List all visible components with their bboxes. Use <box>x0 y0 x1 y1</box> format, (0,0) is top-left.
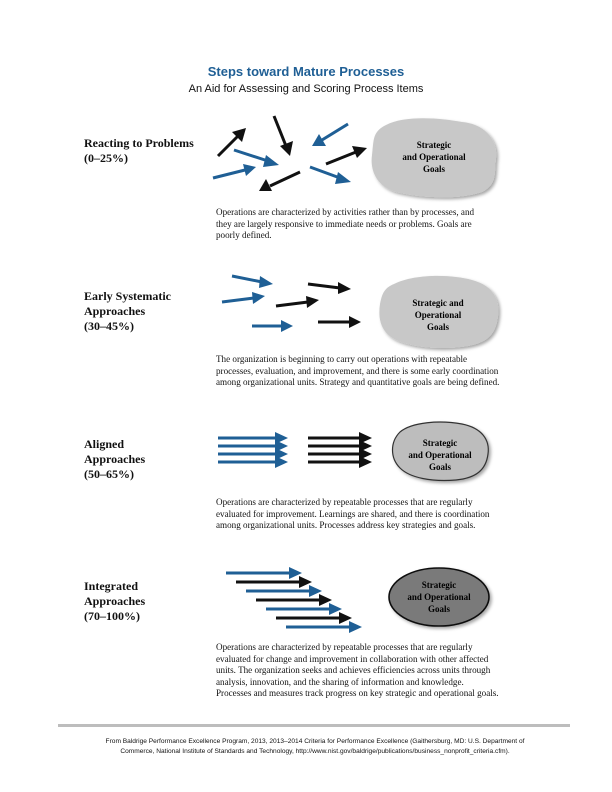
stage-2-desc-line: among organizational units. Strategy and quantitative goals are being defined. <box>216 377 500 388</box>
stage-2-goal-cloud <box>379 276 498 348</box>
source-citation <box>60 737 570 757</box>
arrow <box>286 621 362 633</box>
stage-2-label-line: (30–45%) <box>84 319 134 333</box>
stage-1-arrows <box>213 116 367 191</box>
stage-1-desc-line: Operations are characterized by activities rather than by processes, and <box>216 207 475 217</box>
stage-2-label-line: Approaches <box>84 304 146 318</box>
page-title: Steps toward Mature Processes <box>207 64 405 79</box>
arrow <box>232 276 273 288</box>
goal-label-line: Strategic <box>422 438 458 448</box>
stage-4-desc-line: units. The organization seeks and achieves efficiencies across units through <box>216 665 491 676</box>
stage-3-label-line: (50–65%) <box>84 467 134 481</box>
stage-4-label-line: Integrated <box>84 579 138 593</box>
stage-3-label-line: Approaches <box>84 452 146 466</box>
arrow <box>218 456 288 468</box>
arrow <box>222 292 265 304</box>
goal-label-line: Goals <box>428 462 452 472</box>
arrow <box>310 167 351 184</box>
stage-1-label-line: Reacting to Problems <box>84 136 194 150</box>
stage-1-desc-line: they are largely responsive to immediate needs or problems. Goals are <box>216 218 472 229</box>
arrow <box>259 172 300 191</box>
stage-4-label-line: (70–100%) <box>84 609 140 623</box>
goal-label-line: Operational <box>414 310 462 320</box>
stage-4-desc-line: analysis, innovation, and the sharing of information and knowledge. <box>216 676 464 687</box>
stage-3-desc-line: Operations are characterized by repeatable processes that are regularly <box>216 497 473 507</box>
footer-divider <box>58 724 570 727</box>
arrow <box>213 164 256 178</box>
arrow <box>326 146 367 164</box>
goal-label-line: and Operational <box>407 592 471 602</box>
stage-3-desc-line: evaluated for improvement. Learnings are shared, and there is coordination <box>216 508 490 519</box>
footer-line: From Baldrige Performance Excellence Program, 2013, 2013–2014 Criteria for Performance Excellence (Gaithersburg, MD: U.S. Department of <box>105 738 525 745</box>
arrow <box>274 116 293 156</box>
stage-2-desc-line: The organization is beginning to carry out operations with repeatable <box>216 354 468 364</box>
goal-label-line: Strategic <box>416 140 452 150</box>
arrow <box>246 585 322 597</box>
stage-1-desc-line: poorly defined. <box>216 230 272 241</box>
stage-4-desc-line: Operations are characterized by repeatable processes that are regularly <box>216 642 473 652</box>
arrow <box>312 124 348 146</box>
goal-label-line: Goals <box>426 322 450 332</box>
goal-label-line: and Operational <box>402 152 466 162</box>
stage-4-goal-cloud <box>389 568 489 626</box>
arrow <box>236 576 312 588</box>
arrow <box>226 567 302 579</box>
goal-label-line: and Operational <box>408 450 472 460</box>
page-subtitle: An Aid for Assessing and Scoring Process Items <box>188 83 424 95</box>
stage-4-label-line: Approaches <box>84 594 146 608</box>
stage-3-arrows <box>218 432 372 468</box>
stage-3-desc-line: among organizational units. Processes address key strategies and goals. <box>216 520 476 531</box>
arrow <box>308 456 372 468</box>
arrow <box>234 150 279 167</box>
goal-label-line: Strategic <box>421 580 457 590</box>
stage-2-desc-line: processes, evaluation, and improvement, and there is some early coordination <box>216 365 499 376</box>
goal-label-line: Goals <box>422 164 446 174</box>
goal-label-line: Strategic and <box>412 298 464 308</box>
arrow <box>252 320 293 332</box>
stage-1-label-line: (0–25%) <box>84 151 128 165</box>
stage-4-arrows <box>226 567 362 633</box>
goal-label-line: Goals <box>427 604 451 614</box>
arrow <box>276 612 352 624</box>
stage-2-label-line: Early Systematic <box>84 289 171 303</box>
stage-4-desc-line: evaluated for change and improvement in collaboration with other affected <box>216 653 489 664</box>
stage-1-goal-cloud <box>372 118 497 197</box>
stage-3-goal-cloud <box>393 422 489 480</box>
stage-4-desc-line: Processes and measures track progress on key strategic and operational goals. <box>216 688 499 699</box>
arrow <box>256 594 332 606</box>
stage-3-label-line: Aligned <box>84 437 125 451</box>
stage-2-arrows <box>222 276 361 332</box>
arrow <box>276 296 319 308</box>
arrow <box>318 316 361 328</box>
footer-line: Commerce, National Institute of Standards and Technology, http://www.nist.gov/baldrige/publications/business_nonprofit_criteria.cfm). <box>120 748 510 755</box>
arrow <box>266 603 342 615</box>
arrow <box>308 282 351 294</box>
